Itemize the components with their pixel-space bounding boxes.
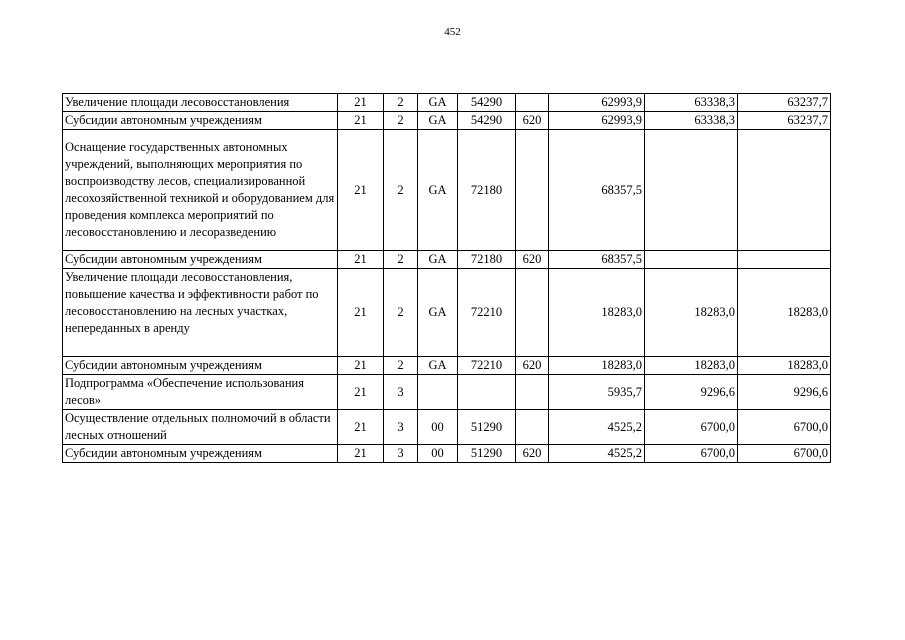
amount-year-2: 18283,0: [645, 269, 738, 357]
amount-year-2: 18283,0: [645, 357, 738, 375]
amount-year-1: 68357,5: [549, 251, 645, 269]
code-section: 21: [338, 269, 384, 357]
code-program: 00: [418, 410, 458, 445]
amount-year-1: 4525,2: [549, 445, 645, 463]
code-expense-type: 620: [516, 251, 549, 269]
row-name: Оснащение государственных автономных учреждений, выполняющих мероприятия по воспроизводству лесов, специализированной лесохозяйственной техникой и оборудованием для проведения комплекса мероприятий по лесовосстановлению и лесоразведению: [63, 130, 338, 251]
code-section: 21: [338, 357, 384, 375]
code-program: [418, 375, 458, 410]
code-expense-type: [516, 269, 549, 357]
row-name: Субсидии автономным учреждениям: [63, 445, 338, 463]
code-expense-type: [516, 410, 549, 445]
row-name: Субсидии автономным учреждениям: [63, 112, 338, 130]
code-subsection: 2: [384, 112, 418, 130]
amount-year-3: 9296,6: [738, 375, 831, 410]
code-subsection: 2: [384, 130, 418, 251]
code-target: [458, 375, 516, 410]
amount-year-1: 18283,0: [549, 269, 645, 357]
table-row: [63, 375, 831, 410]
table-row: [63, 357, 831, 375]
code-program: GA: [418, 94, 458, 112]
table-row: [63, 94, 831, 112]
code-target: 54290: [458, 112, 516, 130]
amount-year-1: 62993,9: [549, 112, 645, 130]
code-subsection: 3: [384, 375, 418, 410]
code-section: 21: [338, 112, 384, 130]
amount-year-1: 5935,7: [549, 375, 645, 410]
page-number: 452: [444, 26, 461, 38]
code-target: 72210: [458, 357, 516, 375]
amount-year-3: 6700,0: [738, 445, 831, 463]
amount-year-3: 18283,0: [738, 269, 831, 357]
code-subsection: 2: [384, 251, 418, 269]
code-target: 51290: [458, 410, 516, 445]
code-target: 72180: [458, 251, 516, 269]
table-row: [63, 130, 831, 251]
amount-year-2: [645, 251, 738, 269]
table-row: [63, 251, 831, 269]
code-program: 00: [418, 445, 458, 463]
code-program: GA: [418, 357, 458, 375]
table-row: [63, 445, 831, 463]
code-target: 72210: [458, 269, 516, 357]
code-section: 21: [338, 410, 384, 445]
amount-year-3: 6700,0: [738, 410, 831, 445]
code-section: 21: [338, 251, 384, 269]
amount-year-3: 63237,7: [738, 94, 831, 112]
table-row: [63, 410, 831, 445]
amount-year-3: [738, 251, 831, 269]
amount-year-2: 63338,3: [645, 112, 738, 130]
code-program: GA: [418, 112, 458, 130]
code-program: GA: [418, 251, 458, 269]
amount-year-2: 9296,6: [645, 375, 738, 410]
code-subsection: 2: [384, 269, 418, 357]
code-subsection: 2: [384, 357, 418, 375]
code-expense-type: [516, 375, 549, 410]
amount-year-3: 63237,7: [738, 112, 831, 130]
budget-table: [62, 93, 831, 463]
code-section: 21: [338, 375, 384, 410]
amount-year-2: 63338,3: [645, 94, 738, 112]
code-program: GA: [418, 130, 458, 251]
code-expense-type: [516, 130, 549, 251]
row-name: Подпрограмма «Обеспечение использования лесов»: [63, 375, 338, 410]
code-section: 21: [338, 445, 384, 463]
code-subsection: 2: [384, 94, 418, 112]
amount-year-1: 68357,5: [549, 130, 645, 251]
code-expense-type: 620: [516, 357, 549, 375]
amount-year-2: 6700,0: [645, 410, 738, 445]
code-target: 72180: [458, 130, 516, 251]
code-section: 21: [338, 130, 384, 251]
amount-year-1: 18283,0: [549, 357, 645, 375]
code-program: GA: [418, 269, 458, 357]
code-target: 54290: [458, 94, 516, 112]
row-name: Субсидии автономным учреждениям: [63, 251, 338, 269]
row-name: Увеличение площади лесовосстановления: [63, 94, 338, 112]
amount-year-2: [645, 130, 738, 251]
code-subsection: 3: [384, 445, 418, 463]
code-expense-type: 620: [516, 445, 549, 463]
code-section: 21: [338, 94, 384, 112]
amount-year-3: 18283,0: [738, 357, 831, 375]
code-expense-type: 620: [516, 112, 549, 130]
amount-year-1: 4525,2: [549, 410, 645, 445]
row-name: Субсидии автономным учреждениям: [63, 357, 338, 375]
code-expense-type: [516, 94, 549, 112]
amount-year-3: [738, 130, 831, 251]
code-target: 51290: [458, 445, 516, 463]
table-row: [63, 112, 831, 130]
code-subsection: 3: [384, 410, 418, 445]
amount-year-1: 62993,9: [549, 94, 645, 112]
row-name: Увеличение площади лесовосстановления, повышение качества и эффективности работ по лесовосстановлению на лесных участках, непереданных в аренду: [63, 269, 338, 357]
row-name: Осуществление отдельных полномочий в области лесных отношений: [63, 410, 338, 445]
amount-year-2: 6700,0: [645, 445, 738, 463]
table-row: [63, 269, 831, 357]
